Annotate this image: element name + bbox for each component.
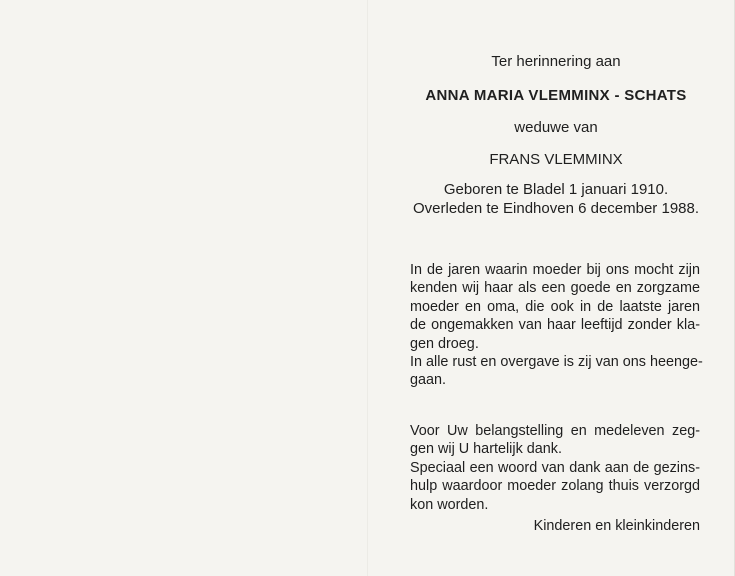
- thanks-paragraph: [410, 422, 700, 514]
- widow-of-text: weduwe van: [514, 119, 598, 136]
- paragraph-line: kenden wij haar als een goede en zorgzame: [410, 280, 700, 297]
- paragraph-line: hulp waardoor moeder zolang thuis verzorgd: [410, 478, 700, 495]
- paragraph-line: gen droeg.: [410, 335, 479, 352]
- memorial-paragraph: [410, 261, 703, 390]
- paragraph-line: gen wij U hartelijk dank.: [410, 441, 562, 458]
- paragraph-line: Speciaal een woord van dank aan de gezins-: [410, 459, 700, 476]
- paragraph-line: kon worden.: [410, 496, 489, 513]
- paragraph-line: Voor Uw belangstelling en medeleven zeg-: [410, 423, 700, 439]
- paragraph-line: moeder en oma, die ook in de laatste jaren: [410, 298, 700, 315]
- intro-text: Ter herinnering aan: [491, 53, 621, 70]
- card-fold: [367, 0, 368, 576]
- death-line: Overleden te Eindhoven 6 december 1988.: [412, 200, 700, 217]
- paragraph-line: gaan.: [410, 372, 447, 389]
- husband-name: FRANS VLEMMINX: [489, 151, 623, 168]
- deceased-name: ANNA MARIA VLEMMINX - SCHATS: [425, 87, 687, 104]
- paragraph-line: de ongemakken van haar leeftijd zonder kla-: [410, 317, 700, 334]
- birth-line: Geboren te Bladel 1 januari 1910.: [443, 181, 669, 198]
- signoff: Kinderen en kleinkinderen: [533, 518, 700, 534]
- paragraph-line: In alle rust en overgave is zij van ons heenge-: [410, 354, 703, 371]
- paragraph-line: In de jaren waarin moeder bij ons mocht zijn: [410, 262, 700, 278]
